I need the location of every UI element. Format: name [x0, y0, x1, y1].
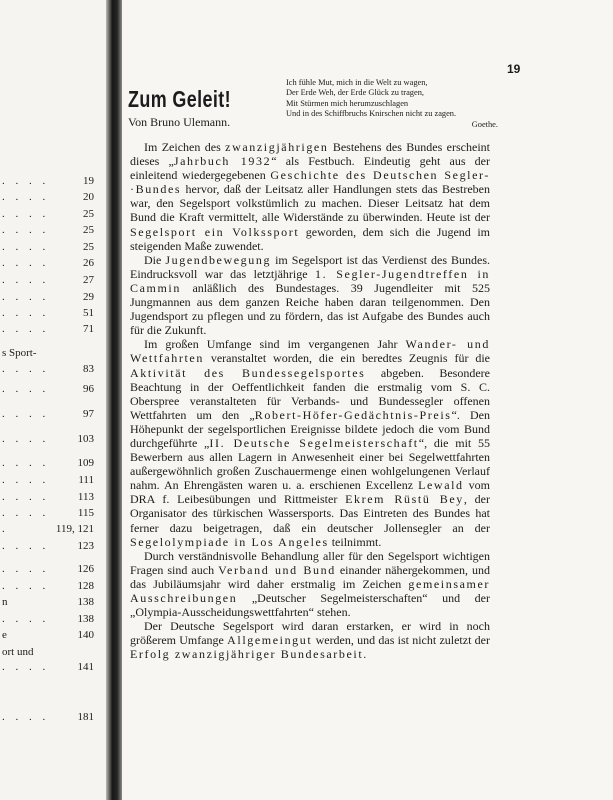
- toc-leader-dots: . . . .: [2, 323, 50, 335]
- toc-page-number: 113: [77, 491, 94, 503]
- emphasized-phrase: Jahrbuch 1932: [173, 154, 272, 169]
- toc-page-number: 123: [77, 540, 94, 552]
- toc-page-number: 141: [77, 661, 94, 673]
- book-gutter: [106, 0, 122, 800]
- toc-leader-dots: . . . .: [2, 408, 50, 420]
- toc-page-number: 119, 121: [55, 523, 94, 535]
- toc-page-number: 97: [83, 408, 94, 420]
- emphasized-phrase: Segelolympiade in Los Angeles: [130, 534, 329, 549]
- toc-leader-dots: . . . .: [2, 241, 50, 253]
- article-title: Zum Geleit!: [128, 86, 231, 112]
- emphasized-phrase: gemeinsamer Ausschreibungen: [130, 576, 490, 605]
- toc-leader-dots: . . . .: [2, 661, 50, 673]
- toc-entry-text: s Sport-: [2, 347, 37, 359]
- emphasized-phrase: Geschichte des Deutschen Segler-·Bundes: [130, 168, 490, 197]
- toc-entry-text: n: [2, 596, 8, 608]
- toc-leader-dots: . . . .: [2, 580, 50, 592]
- poem-line: Mit Stürmen mich herumzuschlagen: [286, 98, 409, 108]
- toc-leader-dots: . . . .: [2, 257, 50, 269]
- toc-page-number: 83: [83, 363, 94, 375]
- toc-entry-text: ort und: [2, 646, 34, 658]
- emphasized-phrase: Ekrem Rüstü Bey: [345, 492, 464, 507]
- emphasized-phrase: Lewald: [418, 478, 464, 493]
- toc-page-number: 140: [77, 629, 94, 641]
- emphasized-phrase: Erfolg zwanzigjähriger Bundesarbeit: [130, 647, 364, 662]
- body-paragraph: Durch verständnisvolle Behandlung aller für den Segelsport wichtigen Fragen sind auch Verband und Bund einander nähergekommen, und das Jubiläumsjahr wird daher erstmalig im Zeichen gemeinsamer Ausschreibungen „Deutscher Segelmeisterschaften“ und der „Olympia-Ausscheidungswettfahrten“ stehen.: [130, 548, 491, 620]
- body-paragraph: Im Zeichen des zwanzigjährigen Bestehens des Bundes erscheint dieses „Jahrbuch 1932“ als Festbuch. Eindeutig geht aus der einleitend wiedergegebenen Geschichte des Deutschen Segler-·Bundes hervor, daß der Leitsatz aller Handlungen stets das Bestreben war, den Segelsport volkstümlich zu machen. Dieser Leitsatz hat dem Bund die Kraft vermittelt, alle Widerstände zu überwinden. Heute ist der Segelsport ein Volkssport geworden, dem sich die Jugend im steigenden Maße zuwendet.: [130, 140, 491, 253]
- toc-page-number: 29: [83, 291, 94, 303]
- toc-leader-dots: . . . .: [2, 491, 50, 503]
- emphasized-phrase: zwanzigjährigen: [225, 140, 329, 154]
- toc-leader-dots: . . . .: [2, 383, 50, 395]
- toc-page-number: 20: [83, 191, 94, 203]
- emphasized-phrase: Allgemeingut: [227, 633, 313, 648]
- toc-page-number: 109: [77, 457, 94, 469]
- toc-entry-text: e: [2, 629, 7, 641]
- page-number: 19: [507, 62, 521, 76]
- toc-page-number: 71: [83, 323, 94, 335]
- poem-line: Ich fühle Mut, mich in die Welt zu wagen,: [286, 78, 428, 87]
- toc-page-number: 27: [83, 274, 94, 286]
- toc-leader-dots: . . . .: [2, 274, 50, 286]
- toc-leader-dots: . . . .: [2, 507, 50, 519]
- toc-page-number: 138: [77, 596, 94, 608]
- body-paragraph: Die Jugendbewegung im Segelsport ist das Verdienst des Bundes. Eindrucksvoll war das letztjährige 1. Segler-Jugendtreffen in Cammin anläßlich des Bundestages. 39 Jugendleiter mit 525 Jungmannen aus dem ganzen Reiche haben daran teilgenommen. Den Jugendsport zu pflegen und zu fördern, das ist Aufgabe des Bundes auch für die Zukunft.: [130, 252, 491, 338]
- toc-leader-dots: . . . .: [2, 191, 50, 203]
- toc-leader-dots: . . . .: [2, 474, 50, 486]
- toc-page-number: 111: [78, 474, 94, 486]
- toc-page-number: 96: [83, 383, 94, 395]
- poem-author: Goethe.: [471, 119, 498, 129]
- toc-page-number: 138: [77, 613, 94, 625]
- toc-leader-dots: . . . .: [2, 208, 50, 220]
- epigraph-poem: [286, 78, 506, 130]
- emphasized-phrase: Robert-Höfer-Gedächtnis-Preis: [254, 407, 452, 422]
- toc-leader-dots: . . . .: [2, 307, 50, 319]
- emphasized-phrase: II. Deutsche Segelmeisterschaft: [209, 435, 419, 450]
- toc-page-number: 26: [83, 257, 94, 269]
- toc-page-number: 19: [83, 175, 94, 187]
- toc-leader-dots: . . . .: [2, 363, 50, 375]
- body-paragraph: Der Deutsche Segelsport wird daran erstarken, er wird in noch größerem Umfange Allgemeingut werden, und das ist nicht zuletzt der Erfolg zwanzigjähriger Bundesarbeit.: [130, 619, 490, 662]
- toc-page-number: 115: [77, 507, 94, 519]
- body-paragraph: Im großen Umfange sind im vergangenen Jahr Wander- und Wettfahrten veranstaltet worden, die ein beredtes Zeugnis für die Aktivität des Bundessegelsportes abgeben. Besondere Beachtung in der Oeffentlichkeit fanden die erstmalig vom S. C. Oberspree veranstalteten für Verbands- und Bundessegler offenen Wettfahrten um den „Robert-Höfer-Gedächtnis-Preis“. Den Höhepunkt der segelsportlichen Ereignisse bildete jedoch die vom Bund durchgeführte „II. Deutsche Segelmeisterschaft“, die mit 55 Bewerbern aus allen Lagern in Anwesenheit einer bei Segelwettfahrten außergewöhnlich großen Zuschauermenge einen wohlgelungenen Verlauf nahm. An Ehrengästen waren u. a. erschienen Excellenz Lewald vom DRA f. Leibesübungen und Rittmeister Ekrem Rüstü Bey, der Organisator des türkischen Wassersports. Das Eintreten des Bundes hat ferner dazu beigetragen, daß ein deutscher Jollensegler an der Segelolympiade in Los Angeles teilnimmt.: [130, 337, 490, 549]
- poem-line: Und in des Schiffbruchs Knirschen nicht zu zagen.: [286, 109, 457, 119]
- toc-page-number: 103: [77, 433, 94, 445]
- emphasized-phrase: Segelsport ein Volkssport: [130, 224, 300, 239]
- toc-leader-dots: . . . .: [2, 457, 50, 469]
- toc-leader-dots: . . . .: [2, 224, 50, 236]
- emphasized-phrase: Verband und Bund: [218, 562, 336, 577]
- emphasized-phrase: Wander- und Wettfahrten: [130, 337, 490, 366]
- toc-page-number: 126: [77, 563, 94, 575]
- toc-leader-dots: . . . .: [2, 291, 50, 303]
- toc-leader-dots: . . . .: [2, 540, 50, 552]
- toc-leader-dots: .: [2, 523, 9, 535]
- toc-leader-dots: . . . .: [2, 613, 50, 625]
- toc-leader-dots: . . . .: [2, 563, 50, 575]
- emphasized-phrase: Aktivität des Bundessegelsportes: [130, 365, 366, 380]
- toc-page-number: 51: [83, 307, 94, 319]
- emphasized-phrase: Jugendbewegung: [165, 252, 272, 267]
- toc-leader-dots: . . . .: [2, 433, 50, 445]
- article-byline: Von Bruno Ulemann.: [128, 115, 231, 129]
- toc-page-number: 25: [83, 208, 94, 220]
- left-page-fragment: [0, 0, 108, 800]
- right-page: [122, 0, 613, 800]
- poem-line: Der Erde Weh, der Erde Glück zu tragen,: [286, 88, 424, 98]
- toc-page-number: 25: [83, 224, 94, 236]
- toc-page-number: 25: [83, 241, 94, 253]
- toc-page-number: 128: [77, 580, 94, 592]
- toc-leader-dots: . . . .: [2, 711, 50, 723]
- article-body: [130, 140, 490, 661]
- toc-page-number: 181: [77, 711, 94, 723]
- toc-leader-dots: . . . .: [2, 175, 50, 187]
- emphasized-phrase: 1. Segler-Jugendtreffen in Cammin: [130, 266, 491, 295]
